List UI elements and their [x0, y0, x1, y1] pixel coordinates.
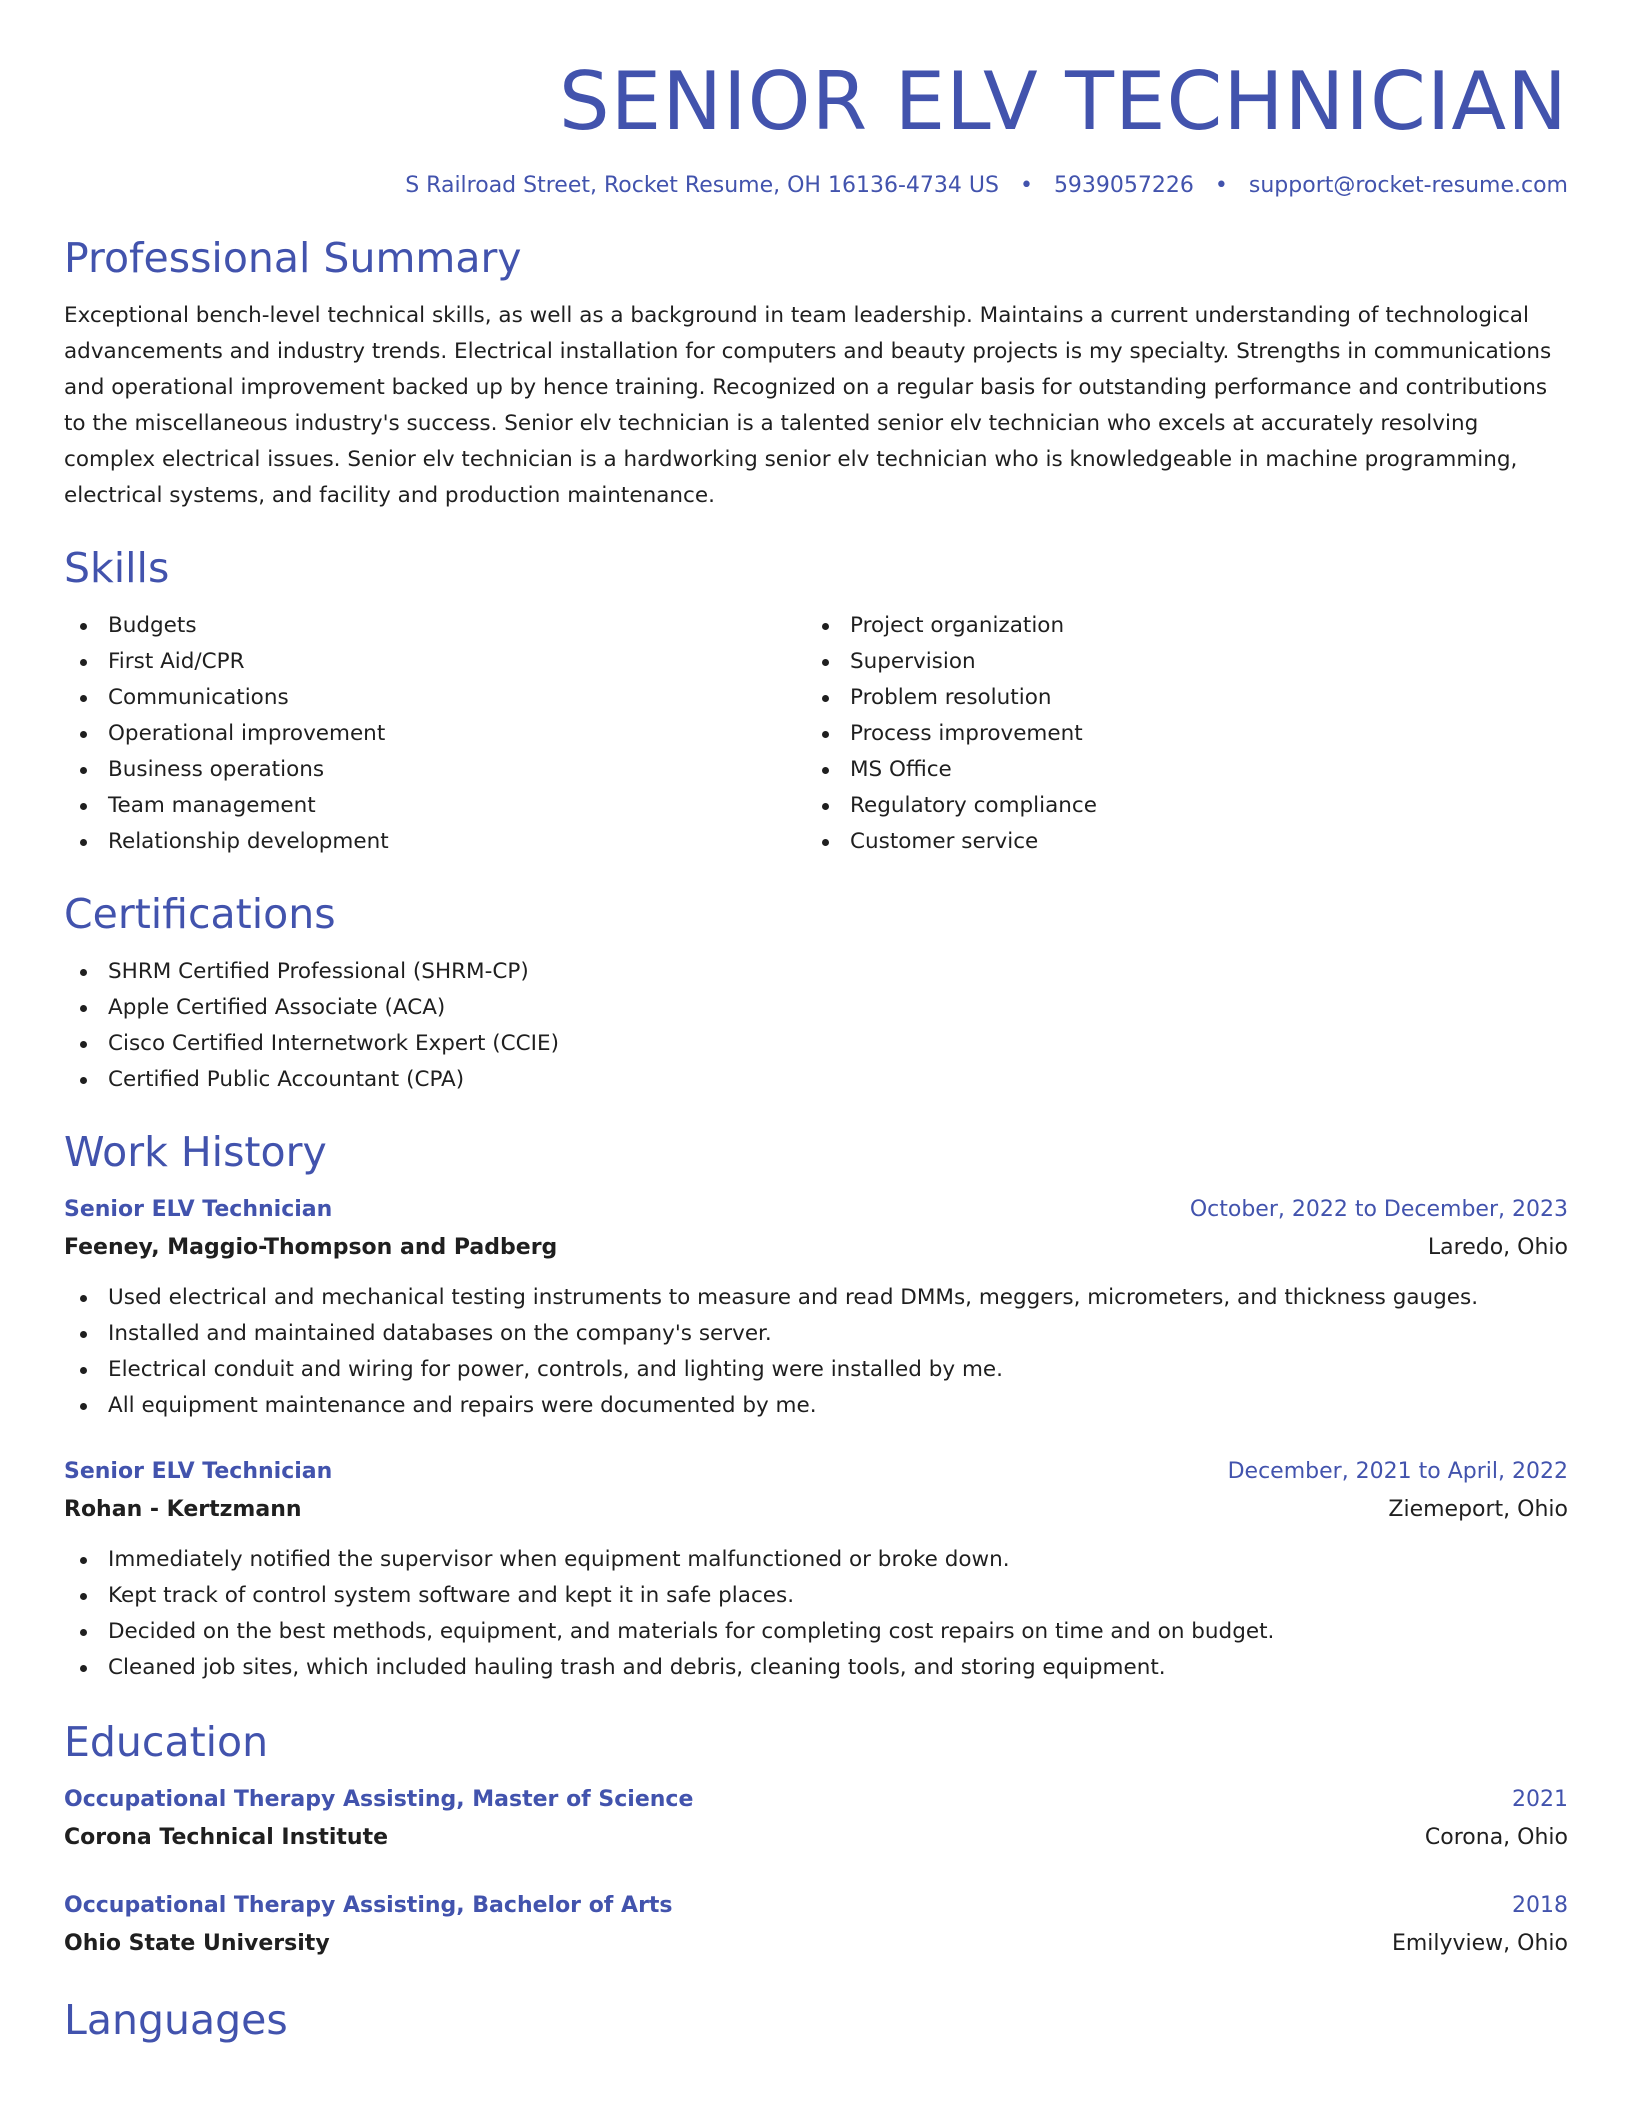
skills-heading: Skills: [64, 544, 170, 592]
education-header: [64, 1782, 1568, 1818]
job-bullet: All equipment maintenance and repairs were documented by me.: [64, 1388, 1568, 1424]
education-year: 2018: [1512, 1893, 1568, 1918]
skill-item: Communications: [64, 680, 806, 716]
education-school: Ohio State University: [64, 1931, 330, 1956]
skill-item: Business operations: [64, 752, 806, 788]
skills-grid: [64, 608, 1568, 860]
certifications-heading: Certifications: [64, 890, 336, 938]
job-subheader: [64, 1490, 1568, 1530]
job-bullet: Used electrical and mechanical testing instruments to measure and read DMMs, meggers, micrometers, and thickness gauges.: [64, 1280, 1568, 1316]
certification-item: Certified Public Accountant (CPA): [64, 1062, 1568, 1098]
work-history-heading: Work History: [64, 1128, 327, 1176]
skill-item: First Aid/CPR: [64, 644, 806, 680]
certifications-list: [64, 954, 1568, 1098]
job-header: [64, 1454, 1568, 1490]
education-entry: [64, 1888, 1568, 1964]
summary-text: Exceptional bench-level technical skills, as well as a background in team leadership. Maintains a current understanding of technological advancements and industry trends. Electrical installation for computers and beauty projects is my specialty. Strengths in communications and operational improvement backed up by hence training. Recognized on a regular basis for outstanding performance and contributions to the miscellaneous industry's success. Senior elv technician is a talented senior elv technician who excels at accurately resolving complex electrical issues. Senior elv technician is a hardworking senior elv technician who is knowledgeable in machine programming, electrical systems, and facility and production maintenance.: [64, 303, 1552, 508]
skills-list-left: [64, 608, 806, 860]
skill-item: Operational improvement: [64, 716, 806, 752]
education-subheader: [64, 1818, 1568, 1858]
education-heading: Education: [64, 1718, 269, 1766]
work-history-section: [64, 1126, 1568, 1686]
job-bullets: [64, 1542, 1568, 1686]
contact-address: S Railroad Street, Rocket Resume, OH 16136-4734 US: [405, 173, 999, 198]
languages-heading: Languages: [64, 1996, 288, 2044]
job-dates: October, 2022 to December, 2023: [1189, 1197, 1568, 1222]
education-location: Emilyview, Ohio: [1391, 1931, 1568, 1956]
job-company: Rohan - Kertzmann: [64, 1497, 302, 1522]
job-header: [64, 1192, 1568, 1228]
job-bullet: Decided on the best methods, equipment, and materials for completing cost repairs on time and on budget.: [64, 1614, 1568, 1650]
resume-header: [64, 52, 1568, 202]
contact-phone: 5939057226: [1053, 173, 1194, 198]
job-location: Ziemeport, Ohio: [1388, 1497, 1568, 1522]
skill-item: Regulatory compliance: [806, 788, 1548, 824]
education-location: Corona, Ohio: [1424, 1825, 1568, 1850]
job-bullet: Kept track of control system software and kept it in safe places.: [64, 1578, 1568, 1614]
summary-heading: Professional Summary: [64, 234, 522, 282]
job-bullet: Electrical conduit and wiring for power, controls, and lighting were installed by me.: [64, 1352, 1568, 1388]
job-bullets: [64, 1280, 1568, 1424]
education-school: Corona Technical Institute: [64, 1825, 389, 1850]
certification-item: SHRM Certified Professional (SHRM-CP): [64, 954, 1568, 990]
languages-section: [64, 1994, 1568, 2046]
education-entry: [64, 1782, 1568, 1858]
skill-item: Problem resolution: [806, 680, 1548, 716]
education-degree: Occupational Therapy Assisting, Bachelor of Arts: [64, 1893, 673, 1918]
skills-list-right: [806, 608, 1548, 860]
education-subheader: [64, 1924, 1568, 1964]
skill-item: Project organization: [806, 608, 1548, 644]
skill-item: Customer service: [806, 824, 1548, 860]
contact-separator: •: [1214, 173, 1228, 198]
resume-name: SENIOR ELV TECHNICIAN: [558, 55, 1568, 148]
job-entry: [64, 1454, 1568, 1686]
education-year: 2021: [1512, 1787, 1568, 1812]
skill-item: Budgets: [64, 608, 806, 644]
contact-separator: •: [1019, 173, 1033, 198]
skill-item: Team management: [64, 788, 806, 824]
job-location: Laredo, Ohio: [1427, 1235, 1568, 1260]
job-subheader: [64, 1228, 1568, 1268]
job-bullet: Cleaned job sites, which included hauling trash and debris, cleaning tools, and storing equipment.: [64, 1650, 1568, 1686]
contact-line: [64, 170, 1568, 202]
contact-email: support@rocket-resume.com: [1248, 173, 1568, 198]
job-title: Senior ELV Technician: [64, 1459, 333, 1484]
job-title: Senior ELV Technician: [64, 1197, 333, 1222]
job-company: Feeney, Maggio-Thompson and Padberg: [64, 1235, 558, 1260]
summary-section: [64, 232, 1568, 514]
skill-item: MS Office: [806, 752, 1548, 788]
job-bullet: Installed and maintained databases on the company's server.: [64, 1316, 1568, 1352]
certifications-section: [64, 888, 1568, 1098]
skills-section: [64, 542, 1568, 860]
certification-item: Cisco Certified Internetwork Expert (CCIE): [64, 1026, 1568, 1062]
certification-item: Apple Certified Associate (ACA): [64, 990, 1568, 1026]
education-section: [64, 1716, 1568, 1964]
job-dates: December, 2021 to April, 2022: [1227, 1459, 1568, 1484]
education-degree: Occupational Therapy Assisting, Master of Science: [64, 1787, 694, 1812]
skill-item: Supervision: [806, 644, 1548, 680]
skill-item: Process improvement: [806, 716, 1548, 752]
job-entry: [64, 1192, 1568, 1424]
skill-item: Relationship development: [64, 824, 806, 860]
job-bullet: Immediately notified the supervisor when equipment malfunctioned or broke down.: [64, 1542, 1568, 1578]
education-header: [64, 1888, 1568, 1924]
